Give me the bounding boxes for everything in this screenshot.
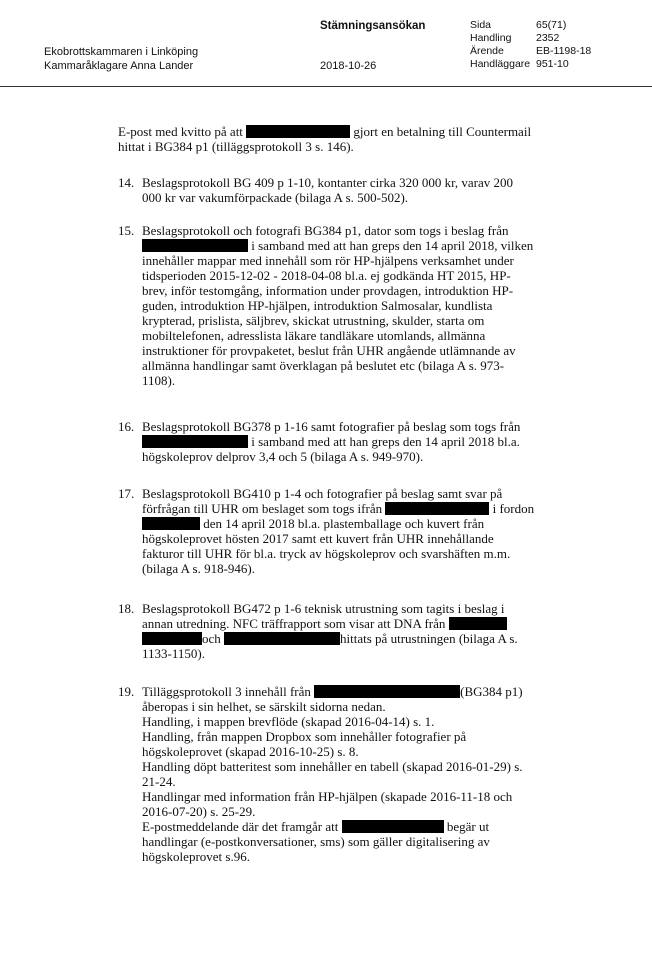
item-number: 17. — [118, 486, 135, 501]
intro-paragraph — [118, 124, 568, 154]
item-line: (bilaga A s. 918-946). — [142, 561, 256, 576]
item-line: Beslagsprotokoll och fotografi BG384 p1, dator som togs i beslag från — [142, 223, 509, 238]
header-divider — [0, 86, 652, 87]
document-title: Stämningsansökan — [320, 20, 426, 32]
intro-text-2: gjort en betalning till Countermail — [353, 124, 532, 139]
meta-label-case: Ärende — [470, 45, 504, 57]
document-date: 2018-10-26 — [320, 60, 377, 72]
meta-value-handler: 951-10 — [536, 58, 569, 70]
redaction-box — [224, 632, 340, 645]
item-line: allmänna handlingar samt överklagan på beslutet etc (bilaga A s. 973- — [142, 358, 505, 373]
intro-line — [118, 124, 568, 139]
item-line: Beslagsprotokoll BG378 p 1-16 samt fotografier på beslag som togs från — [142, 419, 521, 434]
item-line: 21-24. — [142, 774, 176, 789]
redaction-box — [142, 632, 202, 645]
item-line: innehåller mappar med innehåll som rör HP-hjälpens verksamhet under — [142, 253, 514, 268]
item-line: Handlingar med information från HP-hjälpen (skapade 2016-11-18 och — [142, 789, 513, 804]
prosecutor-name: Kammaråklagare Anna Lander — [44, 60, 194, 72]
item-text — [142, 175, 572, 205]
redaction-box — [142, 239, 248, 252]
item-line-text: E-postmeddelande där det framgår att — [142, 819, 339, 834]
item-line: Beslagsprotokoll BG472 p 1-6 teknisk utrustning som tagits i beslag i — [142, 601, 505, 616]
intro-text-1: E-post med kvitto på att — [118, 124, 243, 139]
item-number: 16. — [118, 419, 135, 434]
item-line-text: annan utredning. NFC träffrapport som visar att DNA från — [142, 616, 446, 631]
item-text — [142, 223, 572, 388]
meta-label-handler: Handläggare — [470, 58, 531, 70]
item-line: brev, inför testomgång, information under provdagen, introduktion HP- — [142, 283, 514, 298]
item-line — [142, 501, 572, 516]
item-number: 15. — [118, 223, 135, 238]
intro-line: hittat i BG384 p1 (tilläggsprotokoll 3 s. 146). — [118, 139, 354, 154]
redaction-box — [342, 820, 444, 833]
redaction-box — [314, 685, 460, 698]
item-line-text: i fordon — [492, 501, 535, 516]
item-text — [142, 601, 572, 661]
item-line: instruktioner för provpaketet, beslut från UHR angående utlämnande av — [142, 343, 516, 358]
item-line: åberopas i sin helhet, se särskilt sidorna nedan. — [142, 699, 386, 714]
item-text — [142, 486, 572, 576]
item-number: 14. — [118, 175, 135, 190]
redaction-box — [142, 517, 200, 530]
redaction-box — [385, 502, 489, 515]
item-line: guden, introduktion HP-hjälpen, introduktion Salmosalar, kundlista — [142, 298, 493, 313]
meta-value-case: EB-1198-18 — [536, 45, 592, 57]
item-line: 1108). — [142, 373, 176, 388]
item-line: Beslagsprotokoll BG 409 p 1-10, kontanter cirka 320 000 kr, varav 200 — [142, 175, 513, 190]
organization-name: Ekobrottskammaren i Linköping — [44, 46, 199, 58]
item-line-text: förfrågan till UHR om beslaget som togs ifrån — [142, 501, 383, 516]
item-line: Handling, från mappen Dropbox som innehåller fotografier på — [142, 729, 467, 744]
item-line — [142, 819, 572, 834]
item-line: krypterad, prislista, säljbrev, skickat utrustning, skulder, starta om — [142, 313, 485, 328]
item-line — [142, 238, 572, 253]
item-line-text: (BG384 p1) — [460, 684, 523, 699]
item-line — [142, 616, 572, 631]
meta-value-page: 65(71) — [536, 19, 567, 31]
item-line: högskoleprov delprov 3,4 och 5 (bilaga A s. 949-970). — [142, 449, 424, 464]
item-line: 000 kr var vakumförpackade (bilaga A s. 500-502). — [142, 190, 409, 205]
item-line: högskoleprovet (skapad 2016-10-25) s. 8. — [142, 744, 359, 759]
item-line-text: i samband med att han greps den 14 april 2018 bl.a. — [251, 434, 520, 449]
item-line: Handling, i mappen brevflöde (skapad 2016-04-14) s. 1. — [142, 714, 435, 729]
item-line-text: i samband med att han greps den 14 april 2018, vilken — [251, 238, 534, 253]
item-number: 18. — [118, 601, 135, 616]
meta-label-page: Sida — [470, 19, 492, 31]
item-line: handlingar (e-postkonversationer, sms) som gäller digitalisering av — [142, 834, 490, 849]
redaction-box — [142, 435, 248, 448]
item-line — [142, 631, 572, 646]
item-line: fakturor till UHR för bl.a. tryck av högskoleprov och svarshäften m.m. — [142, 546, 511, 561]
redaction-box — [449, 617, 507, 630]
item-line — [142, 516, 572, 531]
item-line-text: den 14 april 2018 bl.a. plastemballage och kuvert från — [203, 516, 485, 531]
item-line — [142, 684, 572, 699]
meta-label-document: Handling — [470, 32, 512, 44]
item-line: högskoleprovet hösten 2017 samt ett kuvert från UHR innehållande — [142, 531, 494, 546]
item-line: 1133-1150). — [142, 646, 205, 661]
item-line: 2016-07-20) s. 25-29. — [142, 804, 256, 819]
item-line: mobiltelefonen, adresslista läkare tandläkare utomlands, allmänna — [142, 328, 486, 343]
item-line-text: Tilläggsprotokoll 3 innehåll från — [142, 684, 311, 699]
item-line: Beslagsprotokoll BG410 p 1-4 och fotografier på beslag samt svar på — [142, 486, 503, 501]
item-line-text: hittats på utrustningen (bilaga A s. — [340, 631, 518, 646]
item-number: 19. — [118, 684, 135, 699]
item-line-text: och — [202, 631, 221, 646]
item-line-text: begär ut — [446, 819, 490, 834]
item-line: tidsperioden 2015-12-02 - 2018-04-08 bl.a. ej godkända HT 2015, HP- — [142, 268, 511, 283]
item-text — [142, 419, 572, 464]
redaction-box — [246, 125, 350, 138]
item-line: högskoleprovet s.96. — [142, 849, 250, 864]
item-line — [142, 434, 572, 449]
item-text — [142, 684, 572, 864]
meta-value-document: 2352 — [536, 32, 560, 44]
item-line: Handling döpt batteritest som innehåller en tabell (skapad 2016-01-29) s. — [142, 759, 523, 774]
